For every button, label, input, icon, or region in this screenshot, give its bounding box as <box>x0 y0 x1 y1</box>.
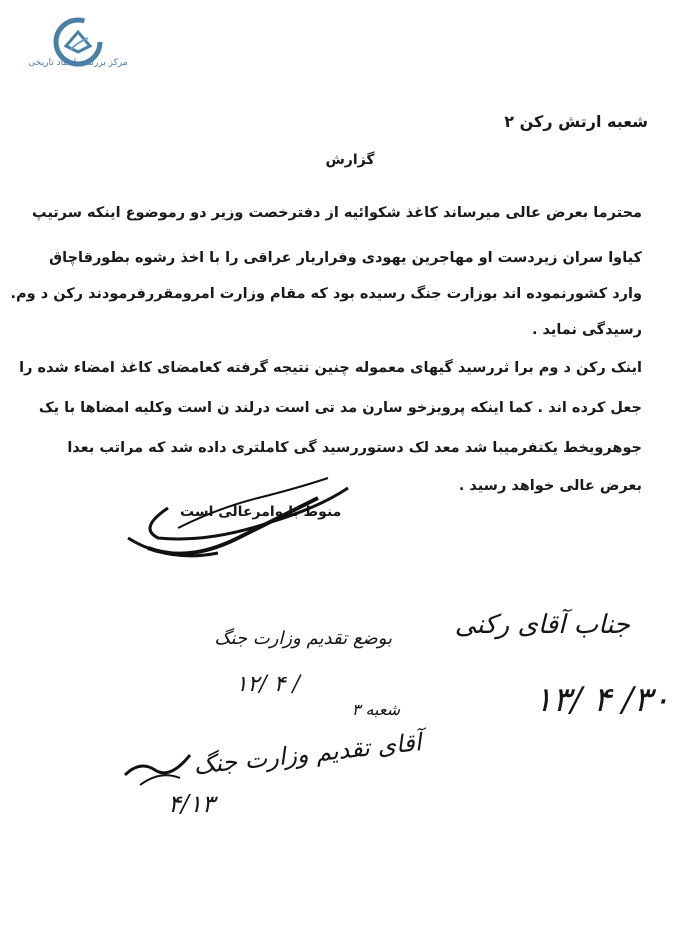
watermark-caption: مرکز بررسی اسناد تاریخی <box>28 58 128 68</box>
body-line: وارد کشورنموده اند بوزارت جنگ رسیده بود که مقام وزارت امرومقررفرمودند رکن د وم. <box>10 286 642 302</box>
handwritten-date: ۴/۱۳ <box>168 790 215 818</box>
handwritten-note: آقای تقدیم وزارت جنگ <box>192 728 423 780</box>
body-line: رسیدگی نماید . <box>531 322 642 338</box>
handwritten-date: ۱۳/ ۴ /۳۰ <box>534 680 670 720</box>
body-line: بعرض عالی خواهد رسید . <box>458 478 642 494</box>
handwritten-date: ۱۲/ ۴ / <box>235 672 300 697</box>
document-title: گزارش <box>325 152 375 168</box>
department-heading: شعبه ارتش رکن ۲ <box>504 112 648 131</box>
signature <box>118 468 358 568</box>
body-line: اینک رکن د وم برا ثررسید گیهای معموله چنین نتیجه گرفته کعامضای کاغذ امضاء شده را <box>19 360 642 376</box>
body-line: جوهرویخط یکنفرمیبا شد معد لک دستوررسید گی کاملتری داده شد که مراتب بعدا <box>67 440 642 456</box>
initials-signature <box>120 740 200 790</box>
handwritten-margin-note: شعبه ۳ <box>351 700 400 719</box>
handwritten-note: جناب آقای رکنی <box>454 610 630 640</box>
body-line: کیاوا سران زیردست او مهاجرین یهودی وفراریار عراقی را با اخذ رشوه بطورقاچاق <box>49 250 642 266</box>
handwritten-note: بوضع تقدیم وزارت جنگ <box>214 628 392 649</box>
body-line: محترما بعرض عالی میرساند کاغذ شکوائیه از دفترخصت وزیر دو رموضوع اینکه سرتیپ <box>31 205 642 221</box>
body-line: جعل کرده اند . کما اینکه پرویزخو سارن مد تی است درلند ن است وکلیه امضاها با یک <box>38 400 642 416</box>
closing-line: منوط با وامرعالی است <box>180 504 342 520</box>
